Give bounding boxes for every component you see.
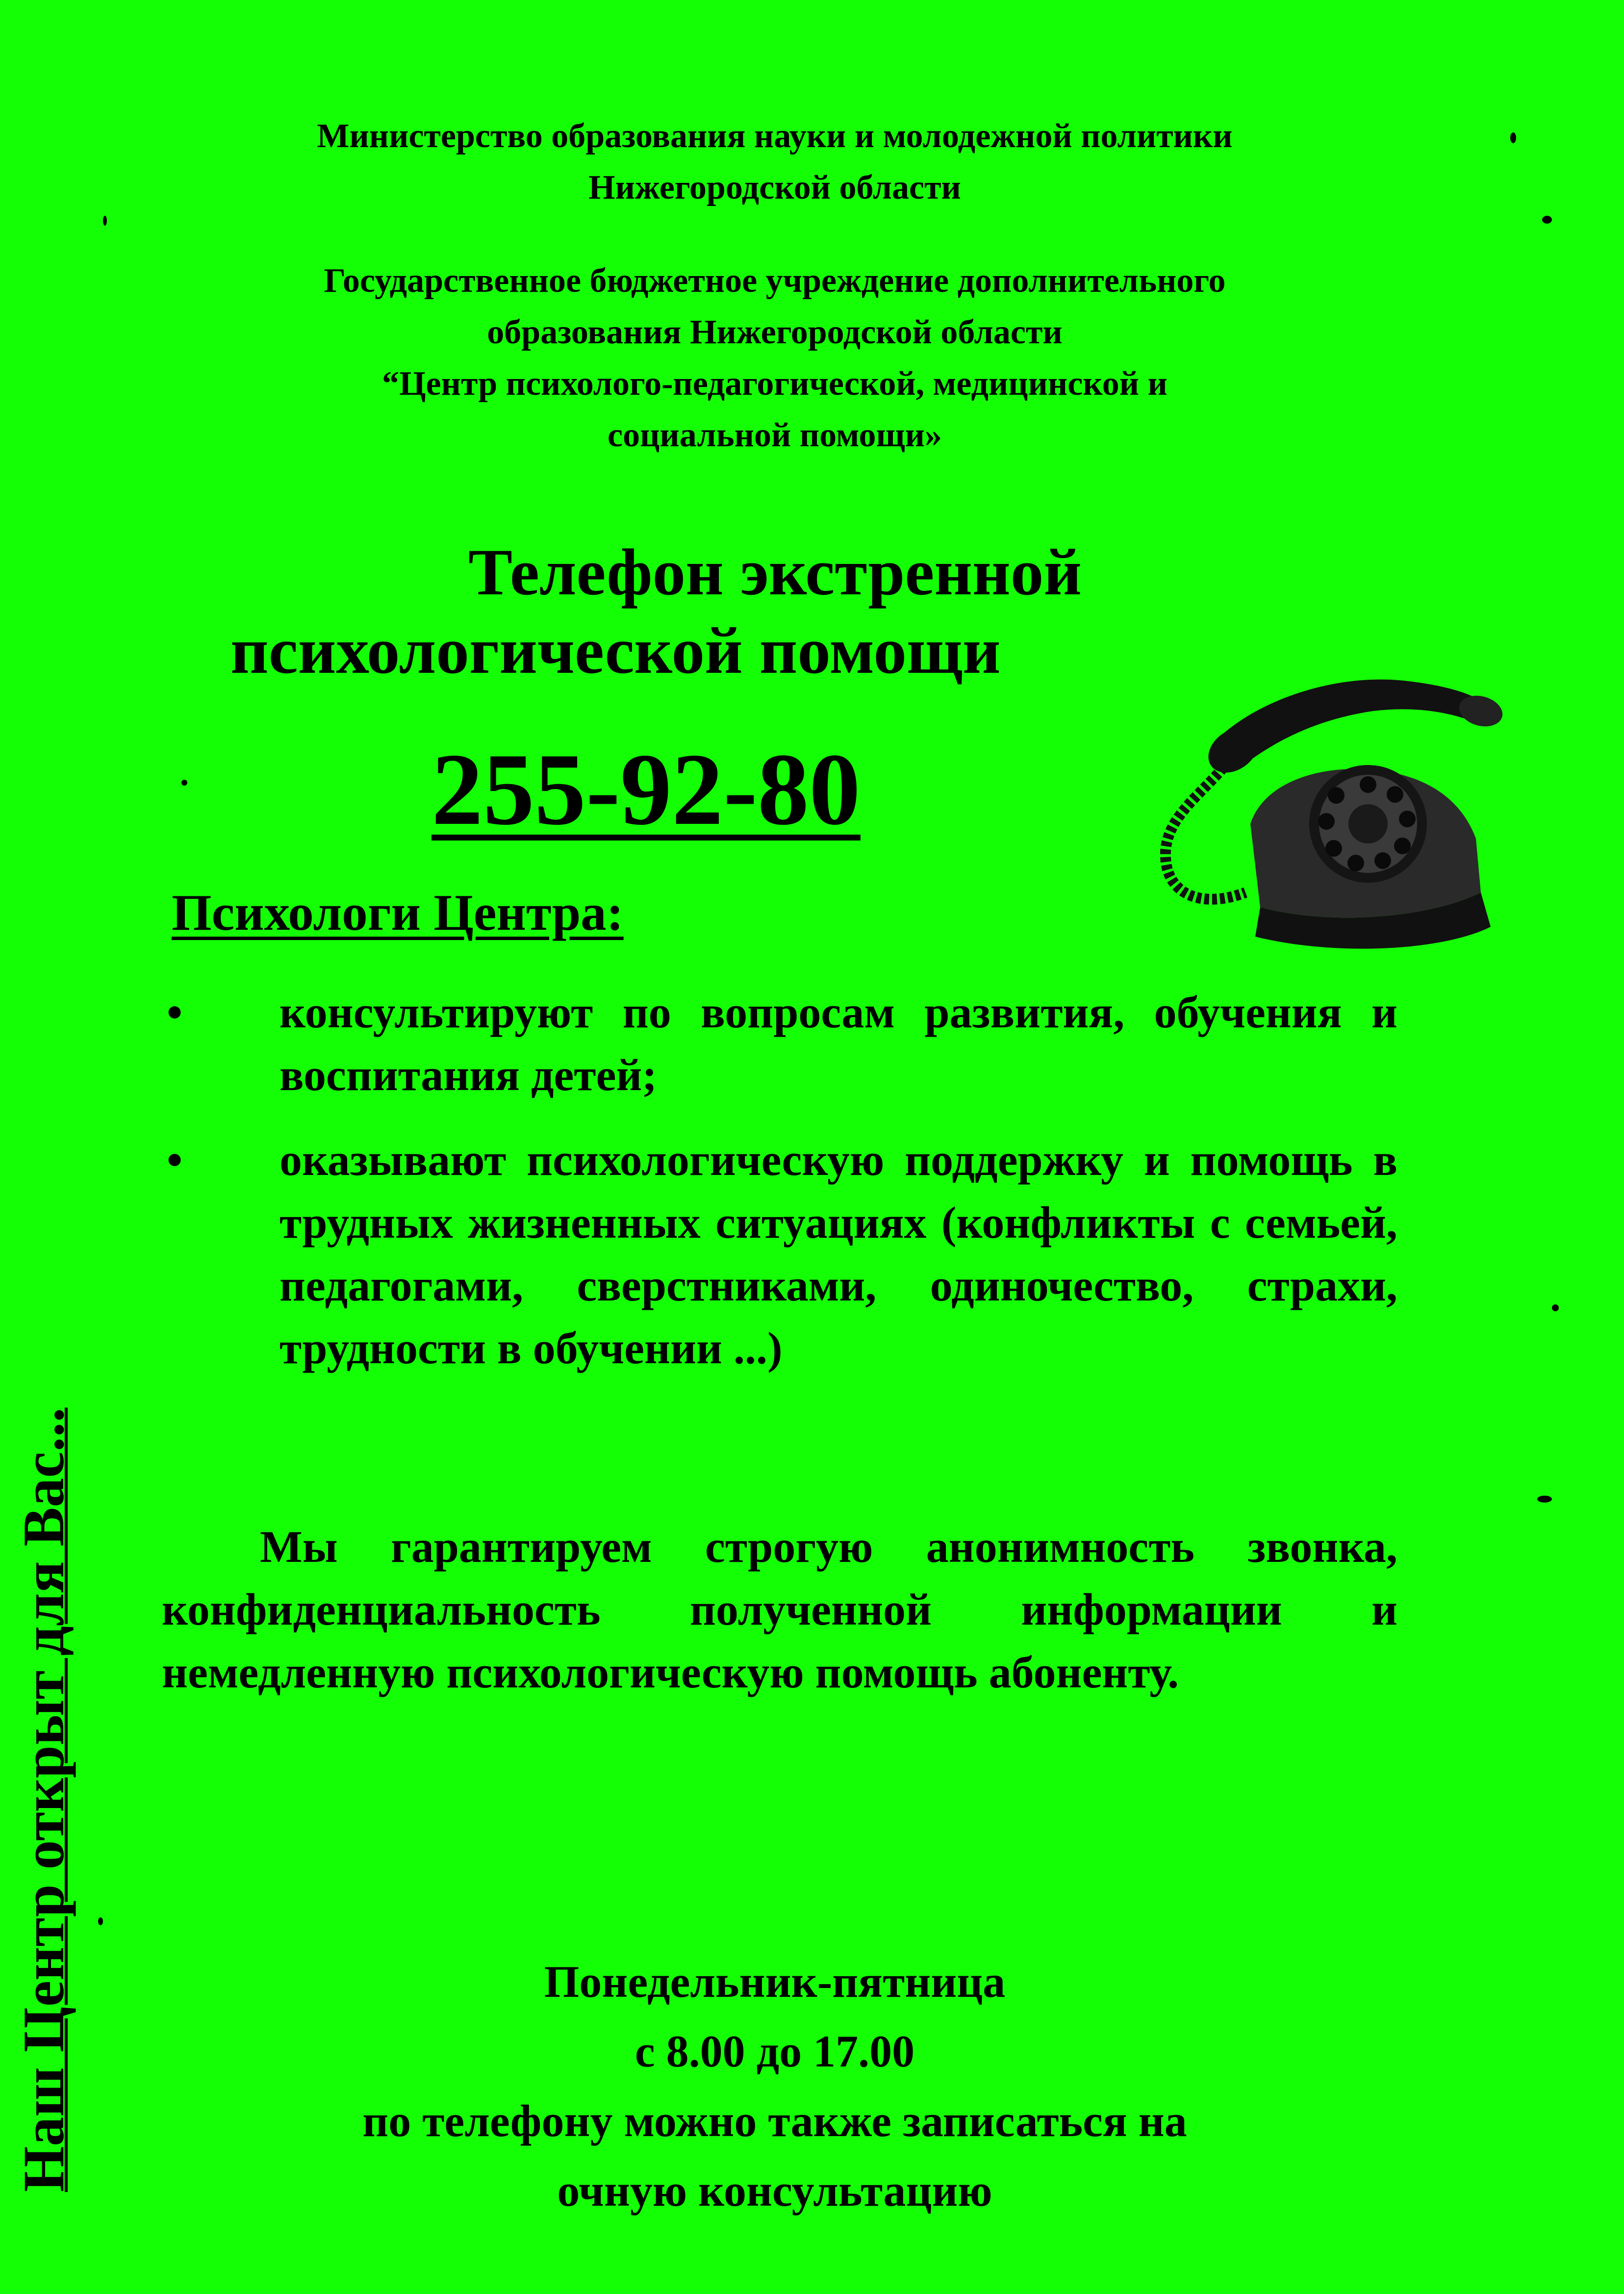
- scan-speck: [1537, 1496, 1552, 1503]
- appointment-note-line-2: очную консультацию: [557, 2166, 992, 2216]
- scan-speck: [98, 1917, 103, 1925]
- guarantee-paragraph: Мы гарантируем строгую анонимность звонка, конфиденциальность полученной информации и немедленную психологическую помощь абоненту.: [162, 1522, 1397, 1697]
- scan-speck: [1552, 1304, 1559, 1311]
- scan-speck: [1542, 216, 1552, 224]
- list-item: [167, 981, 1397, 1106]
- hotline-title-line-2: психологической помощи: [230, 614, 1001, 688]
- scan-speck: [1510, 132, 1516, 143]
- working-time: с 8.00 до 17.00: [634, 2026, 915, 2076]
- scan-speck: [181, 780, 187, 786]
- rotary-phone-icon: [1138, 662, 1520, 976]
- institution-line-1: Государственное бюджетное учреждение дополнительного: [324, 262, 1226, 300]
- hotline-phone-number: 255-92-80: [431, 733, 861, 846]
- institution-line-3: “Центр психолого-педагогической, медицинской и: [382, 365, 1167, 403]
- working-days: Понедельник-пятница: [544, 1957, 1006, 2007]
- institution-line-4: социальной помощи»: [608, 416, 942, 454]
- institution-line-2: образования Нижегородской области: [487, 313, 1063, 351]
- scan-speck: [103, 216, 107, 226]
- list-item: [167, 1128, 1397, 1379]
- psychologists-heading: Психологи Центра:: [172, 884, 624, 941]
- institution-header: [162, 255, 1388, 461]
- working-hours: [162, 1947, 1388, 2225]
- list-item-text: оказывают психологическую поддержку и помощь в трудных жизненных ситуациях (конфликты с семьей, педагогами, сверстниками, одиночество, страхи, трудности в обучении ...): [279, 1135, 1397, 1373]
- appointment-note-line-1: по телефону можно также записаться на: [362, 2096, 1187, 2146]
- hotline-title-line-1: Телефон экстренной: [468, 536, 1082, 609]
- list-item-text: консультируют по вопросам развития, обучения и воспитания детей;: [279, 987, 1397, 1100]
- bullet-icon: •: [167, 987, 183, 1037]
- ministry-header: [162, 110, 1388, 213]
- side-banner-text: Наш Центр открыт для Вас...: [11, 1407, 76, 2192]
- ministry-line-2: Нижегородской области: [588, 169, 961, 206]
- services-list: [167, 981, 1397, 1402]
- ministry-line-1: Министерство образования науки и молодежной политики: [317, 117, 1233, 155]
- bullet-icon: •: [167, 1135, 183, 1185]
